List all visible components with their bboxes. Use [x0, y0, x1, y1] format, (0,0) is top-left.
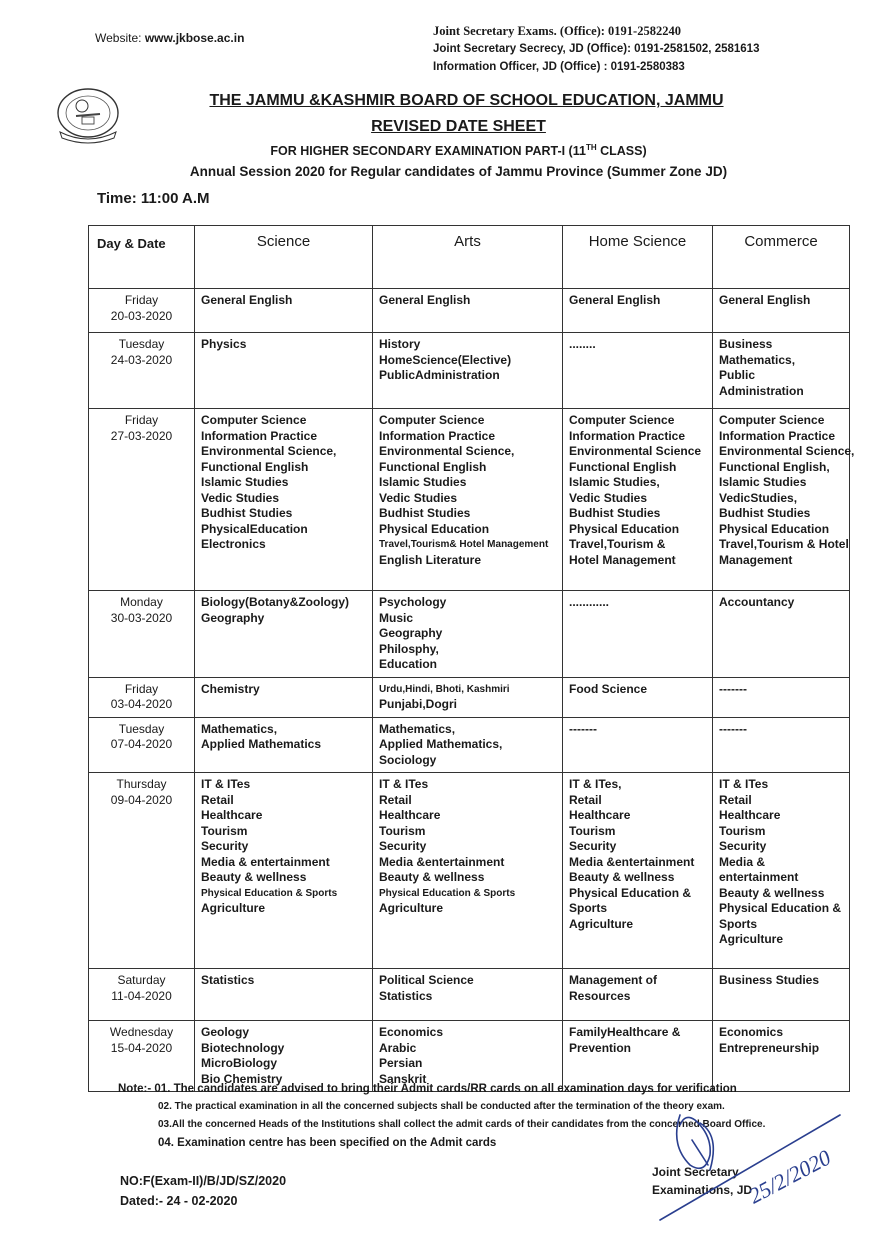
- exam-date: 07-04-2020: [110, 737, 173, 751]
- exam-date: 09-04-2020: [110, 792, 173, 807]
- subject-item: Healthcare: [201, 808, 263, 822]
- day-name: Thursday: [116, 777, 167, 791]
- table-row: [89, 409, 850, 591]
- subject-item: -------: [719, 721, 747, 736]
- day-date-cell: [89, 969, 195, 1021]
- contact-line: Information Officer, JD (Office) : 0191-2580383: [433, 61, 685, 73]
- subject-item: Healthcare: [719, 808, 781, 822]
- subject-item: Statistics: [201, 973, 255, 987]
- subject-item: IT & ITes: [379, 777, 429, 791]
- table-row: [89, 333, 850, 409]
- commerce-cell: [713, 717, 850, 773]
- science-cell: [195, 591, 373, 678]
- day-name: Saturday: [117, 973, 166, 987]
- subject-item: Islamic Studies: [379, 475, 467, 489]
- subject-item: Security: [719, 839, 767, 853]
- subject-item: Entrepreneurship: [719, 1040, 820, 1055]
- subject-item: Islamic Studies: [201, 475, 289, 489]
- contact-line: Joint Secretary Secrecy, JD (Office): 0191-2581502, 2581613: [433, 43, 760, 55]
- subject-item: Economics: [719, 1025, 784, 1039]
- note-item: Note:- 01. The candidates are advised to bring their Admit cards/RR cards on all examination days for verification: [118, 1083, 737, 1095]
- exam-date: 11-04-2020: [111, 988, 172, 1003]
- subject-item: Media &entertainment: [379, 854, 505, 869]
- commerce-cell: [713, 591, 850, 678]
- subject-item: Education: [379, 657, 438, 671]
- subject-item: Travel,Tourism &: [569, 537, 666, 551]
- day-date-cell: [89, 409, 195, 591]
- subject-item: Physical Education: [719, 521, 830, 536]
- subject-item: Music: [379, 610, 414, 625]
- exam-title-prefix: FOR HIGHER SECONDARY EXAMINATION PART-I (11: [270, 144, 586, 159]
- home-science-cell: [563, 969, 713, 1021]
- day-name: Friday: [124, 293, 159, 307]
- subject-item: Physics: [201, 337, 247, 351]
- day-name: Wednesday: [109, 1025, 174, 1039]
- commerce-cell: [713, 773, 850, 969]
- subject-item: Resources: [569, 988, 631, 1003]
- arts-cell: [373, 677, 563, 717]
- home-science-cell: [563, 333, 713, 409]
- subject-item: Beauty & wellness: [201, 870, 307, 884]
- subject-item: Media & entertainment: [201, 854, 330, 869]
- subject-item: Budhist Studies: [719, 506, 811, 520]
- commerce-cell: [713, 289, 850, 333]
- subject-item: Statistics: [379, 988, 433, 1003]
- handwritten-date: 25/2/2020: [744, 1144, 835, 1209]
- commerce-cell: [713, 409, 855, 591]
- subject-item: IT & ITes: [719, 777, 769, 791]
- subject-item: Hotel Management: [569, 552, 676, 567]
- signatory-office: Examinations, JD: [652, 1183, 753, 1197]
- subject-item: Sports: [719, 916, 758, 931]
- exam-date: 03-04-2020: [110, 697, 173, 711]
- exam-date: 24-03-2020: [110, 352, 173, 367]
- subject-item: Security: [569, 839, 617, 853]
- subject-item: Travel,Tourism& Hotel Management: [379, 539, 549, 550]
- subject-item: Computer Science: [379, 413, 485, 427]
- subject-item: Electronics: [201, 537, 266, 551]
- subject-item: Punjabi,Dogri: [379, 697, 457, 711]
- subject-item: Tourism: [569, 823, 616, 838]
- exam-time: Time: 11:00 A.M: [97, 190, 210, 207]
- subject-item: Business: [719, 337, 773, 351]
- column-header-home-science: Home Science: [563, 226, 713, 289]
- science-cell: [195, 717, 373, 773]
- signatory-title: Joint Secretary: [652, 1165, 739, 1179]
- subject-item: Environmental Science,: [719, 444, 855, 458]
- subject-item: Functional English: [201, 459, 309, 474]
- contact-block: [433, 22, 759, 76]
- subject-item: entertainment: [719, 870, 799, 884]
- day-name: Friday: [124, 413, 159, 427]
- subject-item: Agriculture: [379, 901, 444, 915]
- subject-item: Accountancy: [719, 595, 795, 609]
- day-name: Tuesday: [118, 337, 165, 351]
- subject-item: Mathematics,: [201, 721, 278, 736]
- note-item: 03.All the concerned Heads of the Institutions shall collect the admit cards of their candidates from the concerned Board Office.: [158, 1119, 766, 1130]
- subject-item: Agriculture: [569, 916, 634, 931]
- subject-item: Physical Education & Sports: [201, 887, 338, 899]
- arts-cell: [373, 409, 563, 591]
- subject-item: Security: [379, 839, 427, 853]
- commerce-cell: [713, 969, 850, 1021]
- subject-item: Budhist Studies: [569, 506, 661, 520]
- subject-item: Mathematics,: [379, 721, 456, 736]
- subject-item: Arabic: [379, 1040, 417, 1055]
- day-date-cell: [89, 717, 195, 773]
- subject-item: Computer Science: [719, 413, 825, 427]
- subject-item: Computer Science: [569, 413, 675, 427]
- day-date-cell: [89, 677, 195, 717]
- subject-item: Prevention: [569, 1040, 632, 1055]
- home-science-cell: [563, 289, 713, 333]
- subject-item: Functional English: [569, 459, 677, 474]
- subject-item: Agriculture: [719, 932, 784, 946]
- arts-cell: [373, 773, 563, 969]
- subject-item: ............: [569, 595, 610, 609]
- subject-item: Physical Education &: [719, 901, 842, 915]
- subject-item: Vedic Studies: [379, 490, 458, 505]
- subject-item: Management of: [569, 973, 658, 987]
- arts-cell: [373, 289, 563, 333]
- subject-item: Bio Chemistry: [201, 1071, 283, 1086]
- subject-item: Information Practice: [569, 428, 686, 443]
- home-science-cell: [563, 409, 713, 591]
- subject-item: Economics: [379, 1025, 444, 1039]
- subject-item: Retail: [201, 792, 234, 807]
- subject-item: Tourism: [719, 823, 766, 838]
- subject-item: Management: [719, 552, 793, 567]
- note-item: 02. The practical examination in all the concerned subjects shall be conducted after the termination of the theory exam.: [158, 1101, 725, 1112]
- subject-item: HomeScience(Elective): [379, 352, 512, 367]
- subject-item: Business Studies: [719, 973, 820, 987]
- subject-item: Psychology: [379, 595, 447, 609]
- science-cell: [195, 969, 373, 1021]
- subject-item: Public: [719, 368, 756, 382]
- exam-date: 20-03-2020: [110, 308, 173, 323]
- subject-item: Physical Education &: [569, 885, 692, 900]
- home-science-cell: [563, 717, 713, 773]
- subject-item: PublicAdministration: [379, 368, 500, 382]
- subject-item: Physical Education: [569, 521, 680, 536]
- subject-item: Geology: [201, 1025, 250, 1039]
- subject-item: MicroBiology: [201, 1056, 278, 1070]
- subject-item: General English: [569, 293, 661, 307]
- subject-item: Biology(Botany&Zoology): [201, 595, 349, 609]
- table-header-row: [89, 226, 850, 289]
- subject-item: Sociology: [379, 752, 437, 767]
- commerce-cell: [713, 333, 850, 409]
- subject-item: Information Practice: [201, 428, 318, 443]
- subject-item: Urdu,Hindi, Bhoti, Kashmiri: [379, 683, 510, 695]
- exam-title: [0, 143, 877, 158]
- exam-title-suffix: CLASS): [596, 144, 647, 159]
- subject-item: Sports: [569, 901, 608, 915]
- subject-item: Vedic Studies: [201, 490, 280, 505]
- subject-item: Persian: [379, 1056, 423, 1070]
- website-label: Website:: [95, 31, 142, 45]
- subject-item: Media &: [719, 854, 766, 869]
- science-cell: [195, 677, 373, 717]
- science-cell: [195, 333, 373, 409]
- science-cell: [195, 289, 373, 333]
- subject-item: Beauty & wellness: [719, 885, 825, 900]
- column-header-arts: Arts: [373, 226, 563, 289]
- table-row: [89, 591, 850, 678]
- subject-item: English Literature: [379, 552, 482, 567]
- arts-cell: [373, 717, 563, 773]
- subject-item: Geography: [201, 610, 265, 625]
- subject-item: Philosphy,: [379, 641, 439, 656]
- subject-item: Tourism: [201, 823, 248, 838]
- subject-item: IT & ITes: [201, 777, 251, 791]
- handwritten-signature-icon: [650, 1095, 860, 1225]
- subject-item: Healthcare: [569, 808, 631, 822]
- subject-item: Vedic Studies: [569, 490, 648, 505]
- subject-item: Retail: [569, 792, 602, 807]
- subject-item: Mathematics,: [719, 352, 796, 367]
- subject-item: Environmental Science,: [379, 444, 515, 458]
- subject-item: History: [379, 337, 421, 351]
- subject-item: Information Practice: [719, 428, 836, 443]
- column-header-day-date: Day & Date: [89, 226, 195, 289]
- subject-item: Applied Mathematics,: [379, 737, 503, 751]
- subject-item: Sanskrit: [379, 1071, 427, 1086]
- day-name: Monday: [120, 595, 163, 609]
- arts-cell: [373, 969, 563, 1021]
- exam-date: 27-03-2020: [110, 428, 173, 443]
- subject-item: Physical Education: [379, 521, 490, 536]
- subject-item: Applied Mathematics: [201, 737, 322, 751]
- subject-item: -------: [719, 681, 747, 696]
- subject-item: Tourism: [379, 823, 426, 838]
- day-date-cell: [89, 333, 195, 409]
- subject-item: Functional English,: [719, 459, 830, 474]
- subject-item: Chemistry: [201, 681, 260, 696]
- reference-block: [120, 1171, 286, 1211]
- subject-item: Food Science: [569, 681, 648, 696]
- subject-item: Functional English: [379, 459, 487, 474]
- subject-item: General English: [719, 293, 811, 307]
- subject-item: Beauty & wellness: [569, 870, 675, 884]
- subject-item: Biotechnology: [201, 1040, 285, 1055]
- day-name: Tuesday: [118, 721, 165, 736]
- note-item: 04. Examination centre has been specified on the Admit cards: [158, 1137, 497, 1149]
- subject-item: Travel,Tourism & Hotel: [719, 537, 849, 551]
- subject-item: -------: [569, 721, 597, 736]
- board-title: THE JAMMU &KASHMIR BOARD OF SCHOOL EDUCATION, JAMMU: [209, 92, 724, 109]
- subject-item: Healthcare: [379, 808, 441, 822]
- table-row: [89, 773, 850, 969]
- subject-item: Agriculture: [201, 901, 266, 915]
- subject-item: Administration: [719, 383, 804, 398]
- subject-item: Beauty & wellness: [379, 870, 485, 884]
- website-link[interactable]: www.jkbose.ac.in: [144, 31, 245, 45]
- subject-item: IT & ITes,: [569, 777, 622, 791]
- document-title: REVISED DATE SHEET: [371, 118, 546, 135]
- subject-item: General English: [379, 293, 471, 307]
- subject-item: Geography: [379, 626, 443, 640]
- reference-date: Dated:- 24 - 02-2020: [120, 1194, 238, 1208]
- subject-item: PhysicalEducation: [201, 521, 308, 536]
- subject-item: Computer Science: [201, 413, 307, 427]
- reference-number: NO:F(Exam-II)/B/JD/SZ/2020: [120, 1174, 287, 1188]
- day-date-cell: [89, 773, 195, 969]
- day-name: Friday: [124, 681, 159, 696]
- subject-item: Budhist Studies: [379, 506, 471, 520]
- subject-item: FamilyHealthcare &: [569, 1025, 681, 1039]
- exam-date: 15-04-2020: [110, 1040, 173, 1055]
- exam-title-sup: TH: [585, 143, 597, 152]
- subject-item: General English: [201, 293, 293, 307]
- subject-item: VedicStudies,: [719, 490, 798, 505]
- subject-item: Physical Education & Sports: [379, 887, 516, 899]
- science-cell: [195, 773, 373, 969]
- subject-item: Islamic Studies: [719, 475, 807, 489]
- table-row: [89, 717, 850, 773]
- exam-date: 30-03-2020: [110, 610, 173, 625]
- home-science-cell: [563, 773, 713, 969]
- science-cell: [195, 409, 373, 591]
- subject-item: Retail: [719, 792, 752, 807]
- home-science-cell: [563, 677, 713, 717]
- subject-item: ........: [569, 337, 596, 351]
- contact-line: Joint Secretary Exams. (Office): 0191-2582240: [433, 24, 681, 38]
- subject-item: Security: [201, 839, 249, 853]
- table-row: [89, 969, 850, 1021]
- table-row: [89, 677, 850, 717]
- table-row: [89, 289, 850, 333]
- day-date-cell: [89, 591, 195, 678]
- subject-item: Political Science: [379, 973, 474, 987]
- arts-cell: [373, 591, 563, 678]
- home-science-cell: [563, 591, 713, 678]
- subject-item: Media &entertainment: [569, 854, 695, 869]
- arts-cell: [373, 333, 563, 409]
- column-header-commerce: Commerce: [713, 226, 850, 289]
- session-subtitle: Annual Session 2020 for Regular candidates of Jammu Province (Summer Zone JD): [189, 164, 728, 179]
- subject-item: Information Practice: [379, 428, 496, 443]
- website-line: [95, 31, 244, 45]
- subject-item: Environmental Science: [569, 444, 702, 458]
- commerce-cell: [713, 677, 850, 717]
- date-sheet-table: [88, 225, 855, 1092]
- column-header-science: Science: [195, 226, 373, 289]
- subject-item: Budhist Studies: [201, 506, 293, 520]
- subject-item: Retail: [379, 792, 412, 807]
- subject-item: Islamic Studies,: [569, 475, 660, 489]
- subject-item: Environmental Science,: [201, 444, 337, 458]
- day-date-cell: [89, 289, 195, 333]
